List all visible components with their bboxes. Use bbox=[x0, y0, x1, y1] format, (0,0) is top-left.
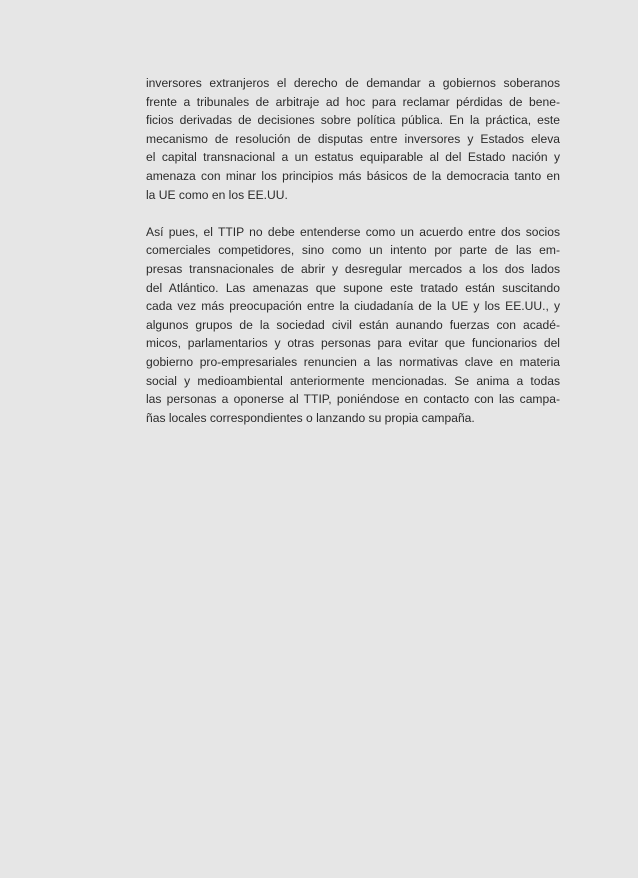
text-line: del Atlántico. Las amenazas que supone este tratado están suscitando bbox=[146, 280, 560, 295]
text-line: comerciales competidores, sino como un intento por parte de las em- bbox=[146, 243, 560, 258]
text-line: algunos grupos de la sociedad civil están aunando fuerzas con acadé- bbox=[146, 317, 560, 332]
body-text bbox=[146, 74, 560, 427]
text-line: cada vez más preocupación entre la ciudadanía de la UE y los EE.UU., y bbox=[146, 299, 560, 314]
text-line: inversores extranjeros el derecho de demandar a gobiernos soberanos bbox=[146, 76, 560, 90]
text-line: social y medioambiental anteriormente mencionadas. Se anima a todas bbox=[146, 373, 560, 388]
paragraph-1 bbox=[146, 74, 560, 204]
text-line: presas transnacionales de abrir y desregular mercados a los dos lados bbox=[146, 261, 560, 276]
text-line: las personas a oponerse al TTIP, poniéndose en contacto con las campa- bbox=[146, 392, 560, 407]
paragraph-2 bbox=[146, 223, 560, 428]
text-line: el capital transnacional a un estatus equiparable al del Estado nación y bbox=[146, 150, 560, 165]
text-line: la UE como en los EE.UU. bbox=[146, 187, 288, 202]
text-line: ñas locales correspondientes o lanzando su propia campaña. bbox=[146, 410, 475, 425]
text-line: micos, parlamentarios y otras personas para evitar que funcionarios del bbox=[146, 336, 560, 351]
text-line: mecanismo de resolución de disputas entre inversores y Estados eleva bbox=[146, 131, 560, 146]
text-line: gobierno pro-empresariales renuncien a las normativas clave en materia bbox=[146, 354, 560, 369]
text-line: frente a tribunales de arbitraje ad hoc para reclamar pérdidas de bene- bbox=[146, 94, 560, 109]
text-line: ficios derivadas de decisiones sobre política pública. En la práctica, este bbox=[146, 113, 560, 128]
text-line: Así pues, el TTIP no debe entenderse como un acuerdo entre dos socios bbox=[146, 224, 560, 239]
text-line: amenaza con minar los principios más básicos de la democracia tanto en bbox=[146, 168, 560, 183]
